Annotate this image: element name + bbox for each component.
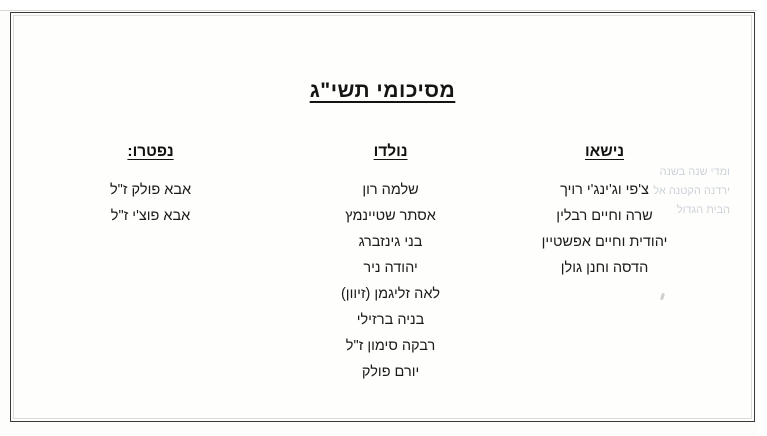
list-item: אבא פולק ז"ל [109,182,192,198]
document-border-frame [10,12,755,422]
column-niftaru [51,143,250,385]
column-nisau [495,143,714,385]
list-item: אסתר שטיינמץ [345,208,436,224]
scan-edge-right [757,0,767,436]
column-heading-nisau: נישאו [584,143,625,160]
columns-container [51,143,714,385]
list-item: יורם פולק [361,364,420,380]
list-item: יהודה ניר [363,260,418,276]
list-item: בניה ברזילי [356,312,425,328]
scan-edge-top [0,0,767,11]
list-item: שלמה רון [362,182,419,198]
column-heading-niftaru: נפטרו: [127,143,174,160]
column-noldu [286,143,495,385]
list-item: בני גינזברג [358,234,423,250]
list-niftaru [51,177,250,229]
column-heading-noldu: נולדו [373,143,408,160]
page-title: מסיכומי תשי"ג [309,79,456,102]
list-item: לאה זליגמן (זיוון) [340,286,441,302]
list-item: שרה וחיים רבלין [556,208,653,224]
list-item: אבא פוצ'י ז"ל [110,208,191,224]
list-item: רבקה סימון ז"ל [345,338,436,354]
document-content [11,13,754,421]
list-noldu [286,177,495,385]
list-item: יהודית וחיים אפשטיין [541,234,668,250]
bleed-line: הבית הגדול [676,204,730,216]
bleed-line: ירדנה הקטנה אל [653,185,730,197]
bleed-line: ומדי שנה בשנה [659,166,730,178]
list-nisau [495,177,714,281]
list-item: הדסה וחנן גולן [560,260,649,276]
list-item: צ'פי וג'ינג'י רויך [560,182,649,198]
